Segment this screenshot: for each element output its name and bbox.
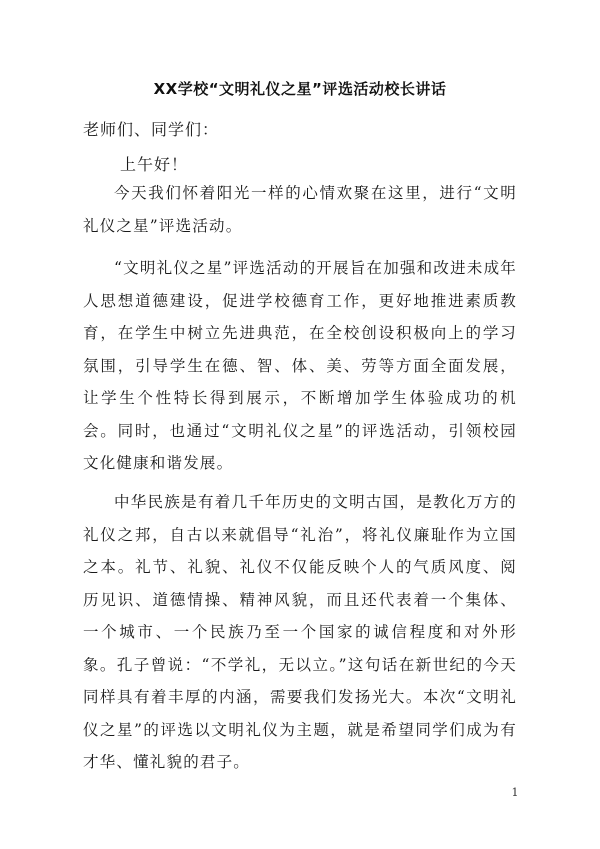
salutation: 老师们、同学们： xyxy=(83,120,220,139)
document-title: XX学校“文明礼仪之星”评选活动校长讲话 xyxy=(153,80,447,98)
page-number: 1 xyxy=(511,786,519,799)
paragraph-purpose: “文明礼仪之星”评选活动的开展旨在加强和改进未成年人思想道德建设，促进学校德育工作，更好地推进素质教育，在学生中树立先进典范，在全校创设积极向上的学习氛围，引导学生在德、智、体、美、劳等方面全面发展，让学生个性特长得到展示，不断增加学生体验成功的机会。同时，也通过“文明礼仪之星”的评选活动，引领校园文化健康和谐发展。 xyxy=(83,259,517,472)
paragraph-opening: 今天我们怀着阳光一样的心情欢聚在这里，进行“文明礼仪之星”评选活动。 xyxy=(83,184,517,235)
paragraph-tradition: 中华民族是有着几千年历史的文明古国，是教化万方的礼仪之邦，自古以来就倡导“礼治”，将礼仪廉耻作为立国之本。礼节、礼貌、礼仪不仅能反映个人的气质风度、阅历见识、道德情操、精神风貌，而且还代表着一个集体、一个城市、一个民族乃至一个国家的诚信程度和对外形象。孔子曾说：“不学礼，无以立。”这句话在新世纪的今天同样具有着丰厚的内涵，需要我们发扬光大。本次“文明礼仪之星”的评选以文明礼仪为主题，就是希望同学们成为有才华、懂礼貌的君子。 xyxy=(83,493,517,771)
greeting: 上午好！ xyxy=(120,155,189,174)
